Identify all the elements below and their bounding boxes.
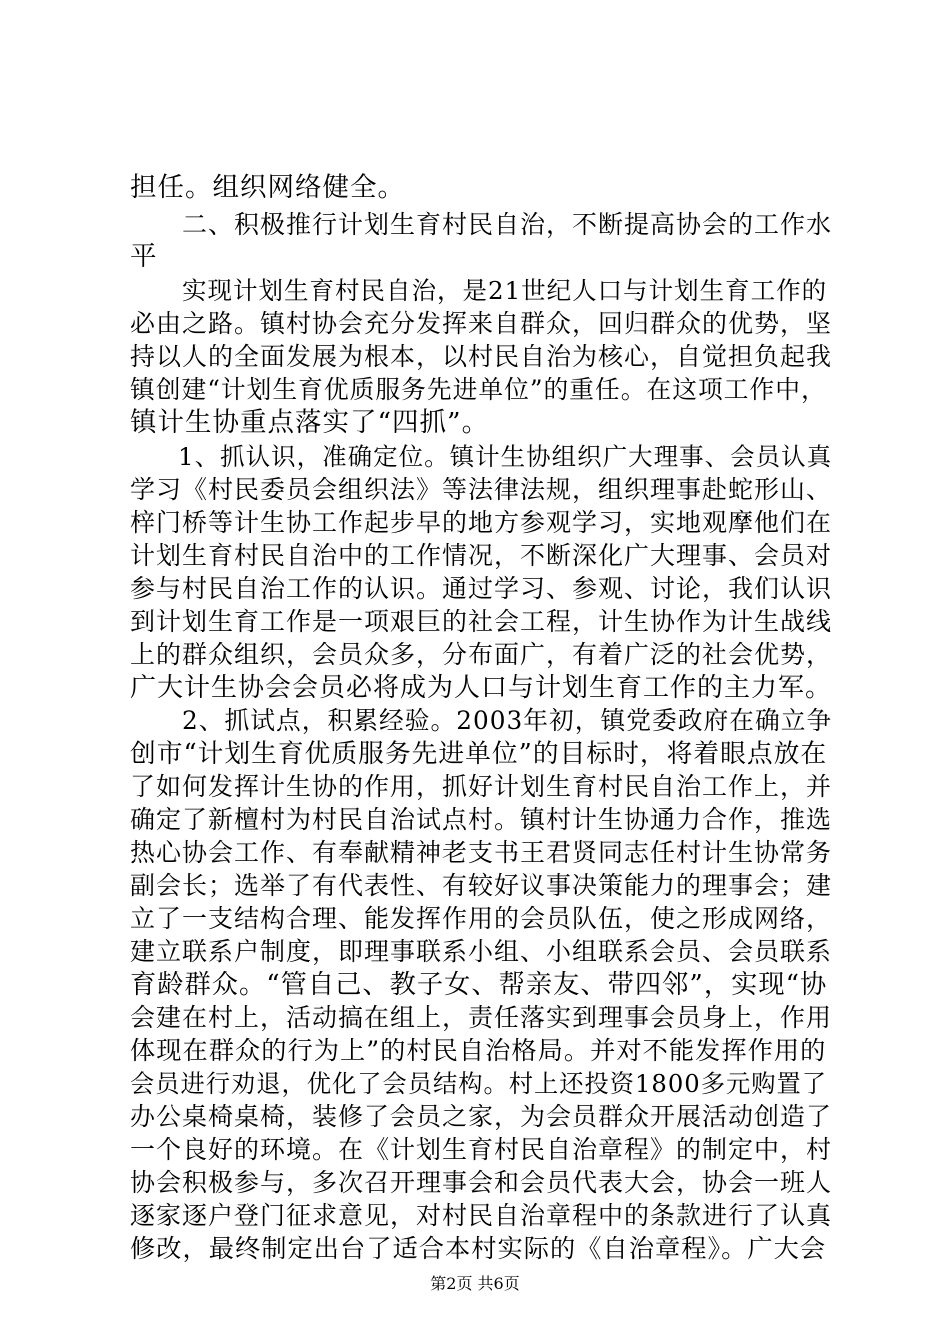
text-line: 会员进行劝退，优化了会员结构。村上还投资1800多元购置了: [130, 1069, 827, 1098]
text-line: 确定了新檀村为村民自治试点村。镇村计生协通力合作，推选: [130, 805, 833, 834]
text-line: 创市“计划生育优质服务先进单位”的目标时，将着眼点放在: [130, 739, 828, 769]
text-line: 了如何发挥计生协的作用，抓好计划生育村民自治工作上，并: [130, 772, 833, 801]
text-line: 2、抓试点，积累经验。2003年初，镇党委政府在确立争: [182, 706, 833, 735]
text-line: 建立联系户制度，即理事联系小组、小组联系会员、会员联系: [130, 937, 833, 966]
section-heading-cont: 平: [130, 241, 158, 272]
text-line: 广大计生协会会员必将成为人口与计划生育工作的主力军。: [130, 673, 833, 703]
text-line: 1、抓认识，准确定位。镇计生协组织广大理事、会员认真: [178, 442, 833, 471]
section-heading: 二、积极推行计划生育村民自治，不断提高协会的工作水: [182, 210, 833, 239]
text-line: 修改，最终制定出台了适合本村实际的《自治章程》。广大会: [130, 1234, 827, 1263]
text-line: 会建在村上，活动搞在组上，责任落实到理事会员身上，作用: [130, 1003, 833, 1032]
text-line: 担任。组织网络健全。: [130, 172, 405, 203]
text-line: 实现计划生育村民自治，是21世纪人口与计划生育工作的: [182, 276, 828, 305]
text-line: 协会积极参与，多次召开理事会和会员代表大会，协会一班人: [130, 1168, 833, 1197]
text-line: 镇计生协重点落实了“四抓”。: [130, 407, 490, 438]
page-footer: 第2页 共6页: [430, 1274, 520, 1293]
text-line: 持以人的全面发展为根本，以村民自治为核心，自觉担负起我: [130, 342, 833, 371]
text-line: 逐家逐户登门征求意见，对村民自治章程中的条款进行了认真: [130, 1201, 833, 1230]
text-line: 立了一支结构合理、能发挥作用的会员队伍，使之形成网络，: [130, 904, 833, 933]
text-line: 学习《村民委员会组织法》等法律法规，组织理事赴蛇形山、: [130, 475, 833, 504]
text-line: 办公桌椅桌椅，装修了会员之家，为会员群众开展活动创造了: [130, 1102, 833, 1131]
text-line: 必由之路。镇村协会充分发挥来自群众，回归群众的优势，坚: [130, 309, 833, 338]
text-line: 参与村民自治工作的认识。通过学习、参观、讨论，我们认识: [130, 574, 833, 603]
text-line: 一个良好的环境。在《计划生育村民自治章程》的制定中，村: [130, 1135, 833, 1164]
text-line: 梓门桥等计生协工作起步早的地方参观学习，实地观摩他们在: [130, 508, 833, 537]
text-line: 计划生育村民自治中的工作情况，不断深化广大理事、会员对: [130, 541, 833, 570]
text-line: 上的群众组织，会员众多，分布面广，有着广泛的社会优势，: [130, 640, 833, 669]
text-line: 体现在群众的行为上”的村民自治格局。并对不能发挥作用的: [130, 1036, 827, 1065]
text-line: 热心协会工作、有奉献精神老支书王君贤同志任村计生协常务: [130, 838, 833, 867]
text-line: 到计划生育工作是一项艰巨的社会工程，计生协作为计生战线: [130, 607, 833, 636]
text-line: 副会长；选举了有代表性、有较好议事决策能力的理事会；建: [130, 871, 833, 900]
text-line: 育龄群众。“管自己、教子女、帮亲友、带四邻”，实现“协: [130, 970, 828, 1000]
text-line: 镇创建“计划生育优质服务先进单位”的重任。在这项工作中，: [130, 375, 827, 404]
